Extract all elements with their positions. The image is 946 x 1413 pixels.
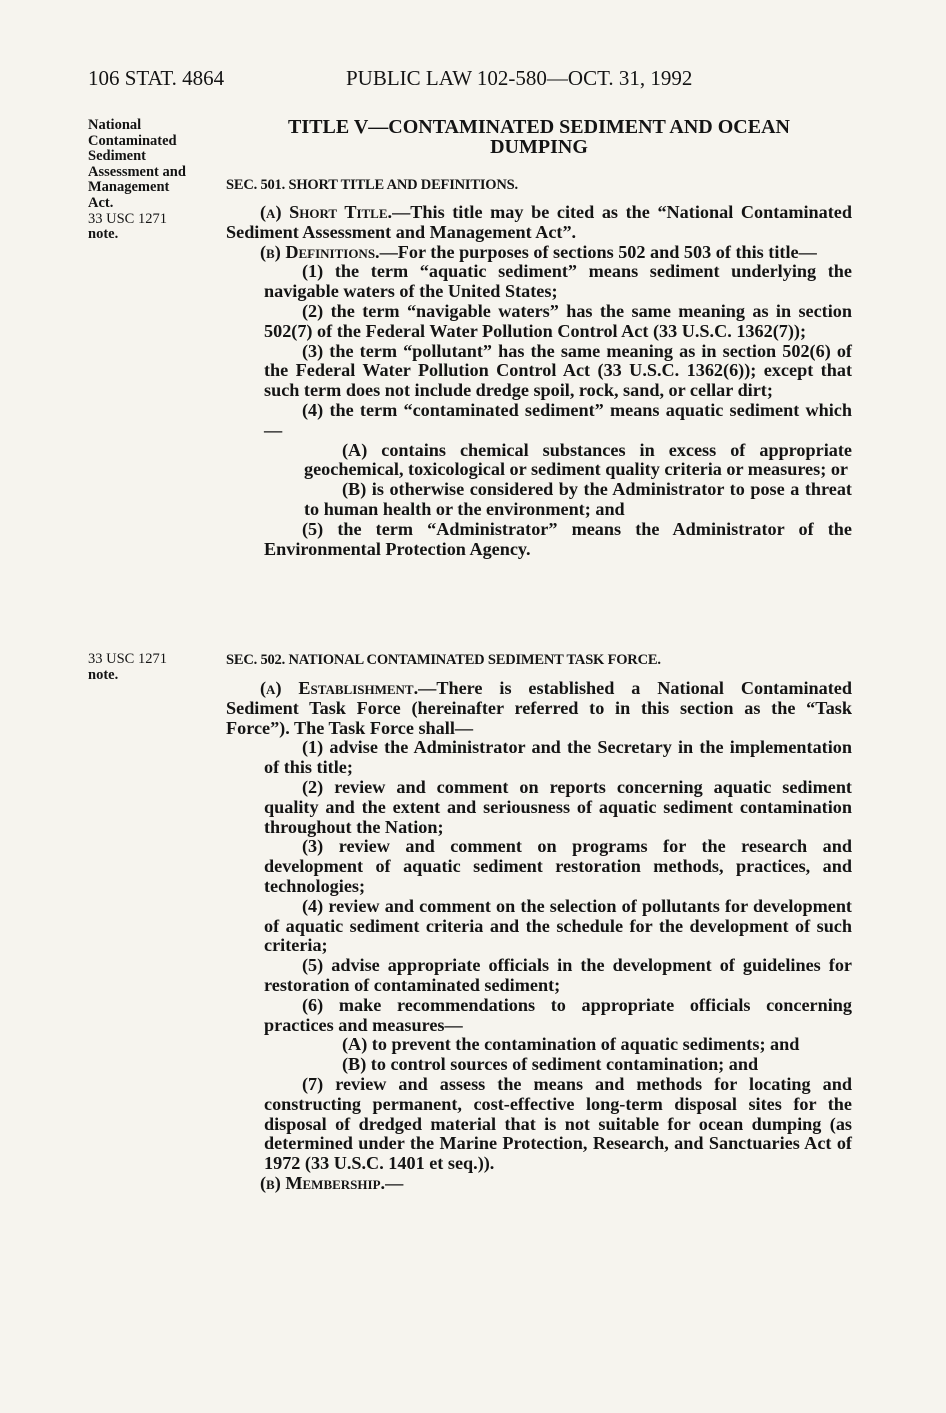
duty-item: (2) review and comment on reports concerning aquatic sediment quality and the extent and seriousness of aquatic sediment contamination throughout the Nation; — [264, 776, 852, 837]
duty-item: (1) advise the Administrator and the Secretary in the implementation of this title; — [264, 737, 852, 778]
subsection-a — [226, 203, 852, 243]
duty-item: (6) make recommendations to appropriate officials concerning practices and measures— — [264, 994, 852, 1035]
section-502-body — [226, 679, 852, 1194]
definition-item: (5) the term “Administrator” means the Administrator of the Environmental Protection Agency. — [264, 518, 852, 559]
margin-note-501 — [88, 118, 218, 243]
definition-item: (1) the term “aquatic sediment” means sediment underlying the navigable waters of the United States; — [264, 261, 852, 302]
title-line-2: DUMPING — [490, 136, 588, 158]
margin-note-line: Act. — [88, 194, 114, 211]
subsection-a-text: —There is established a National Contaminated Sediment Task Force (hereinafter referred to in this section as the “Task Force”). The Task Force shall— — [226, 678, 852, 738]
margin-note-line: Contaminated — [88, 132, 177, 149]
subsection-b-text: —For the purposes of sections 502 and 503 of this title— — [379, 241, 817, 262]
stat-citation: 106 STAT. 4864 — [88, 66, 225, 90]
duty-item: (3) review and comment on programs for the research and development of aquatic sediment restoration methods, practices, and technologies; — [264, 836, 852, 896]
subsection-a-label: (a) Short Title. — [260, 202, 393, 222]
public-law-citation: PUBLIC LAW 102-580—OCT. 31, 1992 — [346, 66, 693, 90]
margin-note-line: Management — [88, 179, 170, 196]
subsection-b-label: (b) Membership. — [260, 1172, 386, 1193]
subsection-a — [226, 679, 852, 738]
margin-note-usc: 33 USC 1271 — [88, 651, 167, 667]
margin-note-usc: 33 USC 1271 — [88, 210, 167, 227]
margin-note-line: Sediment — [88, 148, 146, 165]
duty-subitem: (A) to prevent the contamination of aquatic sediments; and — [342, 1034, 800, 1055]
margin-note-usc-note: note. — [88, 666, 119, 683]
margin-note-line: Assessment and — [88, 163, 186, 180]
margin-note-line: National — [88, 117, 142, 133]
duty-item: (7) review and assess the means and methods for locating and constructing permanent, cost-effective long-term disposal sites for the disposal of dredged material that is not suitable for ocean dumping (as determined under the Marine Protection, Research, and Sanctuaries Act of 1972 (33 U.S.C. 1401 et seq.)). — [264, 1073, 852, 1174]
subsection-b — [226, 1174, 852, 1194]
subsection-b-label: (b) Definitions. — [260, 241, 380, 262]
margin-note-502 — [88, 652, 218, 683]
subsection-a-text: —This title may be cited as the “National Contaminated Sediment Assessment and Management Act”. — [226, 202, 852, 242]
definition-item: (4) the term “contaminated sediment” means aquatic sediment which— — [264, 399, 852, 440]
subsection-b-text: — — [385, 1172, 404, 1193]
definition-item: (3) the term “pollutant” has the same meaning as in section 502(6) of the Federal Water Pollution Control Act (33 U.S.C. 1362(6)); except that such term does not include dredge spoil, rock, sand, or cellar dirt; — [264, 340, 852, 401]
duty-item: (5) advise appropriate officials in the development of guidelines for restoration of contaminated sediment; — [264, 955, 852, 995]
definition-subitem: (B) is otherwise considered by the Administrator to pose a threat to human health or the environment; and — [304, 479, 852, 519]
definition-item: (2) the term “navigable waters” has the same meaning as in section 502(7) of the Federal Water Pollution Control Act (33 U.S.C. 1362(7)); — [264, 300, 852, 341]
section-501-body — [226, 203, 852, 559]
subsection-a-label: (a) Establishment. — [260, 678, 419, 698]
section-502-heading: SEC. 502. NATIONAL CONTAMINATED SEDIMENT TASK FORCE. — [226, 652, 661, 668]
subsection-b — [226, 243, 852, 263]
definition-subitem: (A) contains chemical substances in excess of appropriate geochemical, toxicological or sediment quality criteria or measures; or — [304, 439, 852, 480]
section-501-heading: SEC. 501. SHORT TITLE AND DEFINITIONS. — [226, 177, 518, 193]
title-line-1: TITLE V—CONTAMINATED SEDIMENT AND OCEAN — [288, 116, 790, 138]
duty-subitem: (B) to control sources of sediment contamination; and — [342, 1054, 759, 1075]
margin-note-usc-note: note. — [88, 226, 119, 243]
title-heading — [226, 117, 852, 157]
duty-item: (4) review and comment on the selection of pollutants for development of aquatic sediment criteria and the schedule for the development of such criteria; — [264, 895, 852, 956]
